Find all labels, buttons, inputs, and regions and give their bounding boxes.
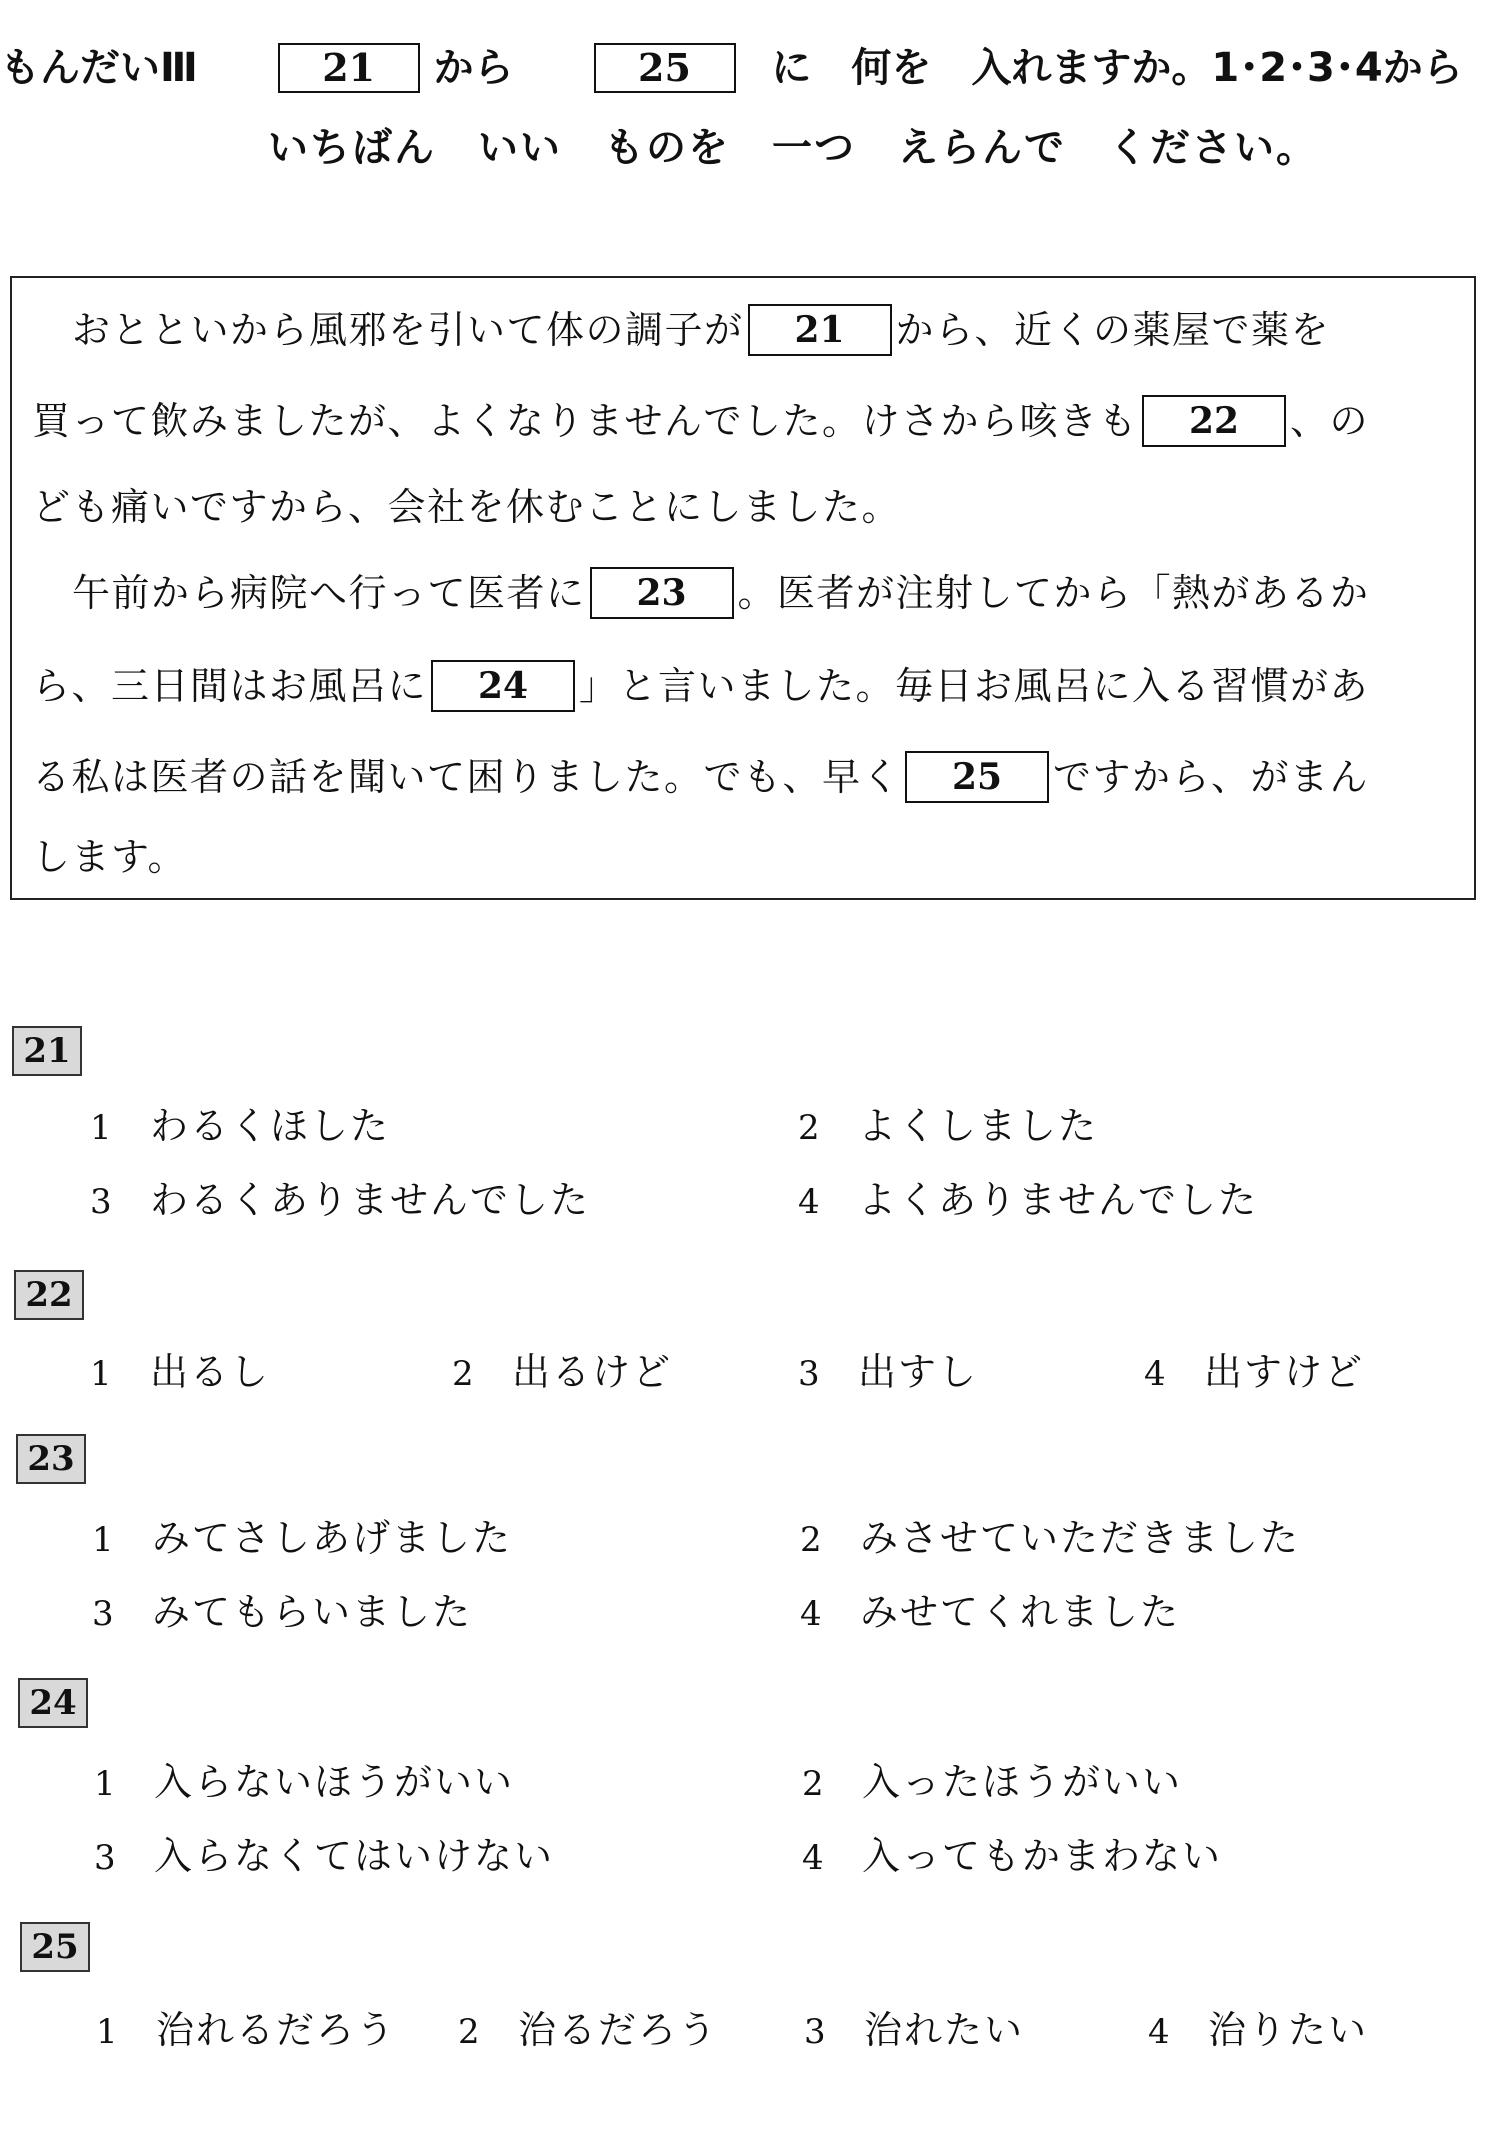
option-number: 2 — [798, 1108, 820, 1148]
option-number: 2 — [452, 1354, 474, 1394]
option-number: 4 — [1144, 1354, 1166, 1394]
section-label: もんだいⅢ — [0, 45, 198, 91]
option-text: 出るし — [150, 1350, 271, 1394]
instruction-text: に 何を 入れますか。1･2･3･4から — [771, 45, 1463, 91]
blank-24: 24 — [431, 660, 575, 712]
passage-line — [72, 297, 1330, 359]
option-21-3[interactable] — [90, 1174, 590, 1228]
option-22-2[interactable] — [452, 1346, 672, 1400]
blank-22: 22 — [1142, 395, 1286, 447]
passage-text: る私は医者の話を聞いて困りました。でも、早く — [32, 754, 902, 799]
option-24-3[interactable] — [94, 1830, 554, 1884]
passage-line — [32, 474, 901, 536]
option-25-2[interactable] — [458, 2004, 718, 2058]
option-text: みてもらいました — [152, 1590, 473, 1634]
option-text: 治れるだろう — [156, 2008, 397, 2052]
instruction-from: から — [433, 45, 514, 91]
question-number-22: 22 — [14, 1270, 84, 1320]
option-text: 入ってもかまわない — [862, 1834, 1223, 1878]
option-number: 4 — [800, 1594, 822, 1634]
option-25-3[interactable] — [804, 2004, 1024, 2058]
option-21-4[interactable] — [798, 1174, 1258, 1228]
passage-line — [32, 824, 187, 886]
passage-text: 、の — [1290, 398, 1370, 443]
passage-text: から、近くの薬屋で薬を — [895, 307, 1331, 352]
option-text: 入ったほうがいい — [862, 1760, 1183, 1804]
option-number: 2 — [458, 2012, 480, 2052]
option-22-1[interactable] — [90, 1346, 270, 1400]
option-number: 1 — [90, 1354, 112, 1394]
option-21-2[interactable] — [798, 1100, 1098, 1154]
question-number-21: 21 — [12, 1026, 82, 1076]
instruction-line-2: いちばん いい ものを 一つ えらんで ください。 — [268, 125, 1318, 171]
reading-passage — [10, 276, 1476, 900]
question-number-25: 25 — [20, 1922, 90, 1972]
option-25-1[interactable] — [96, 2004, 396, 2058]
passage-line — [72, 560, 1370, 622]
option-number: 1 — [90, 1108, 112, 1148]
blank-25: 25 — [905, 751, 1049, 803]
question-number-23: 23 — [16, 1434, 86, 1484]
instruction-box-start: 21 — [278, 43, 420, 93]
option-number: 1 — [94, 1764, 116, 1804]
option-number: 3 — [804, 2012, 826, 2052]
option-number: 4 — [798, 1182, 820, 1222]
passage-line — [32, 744, 1369, 806]
option-number: 3 — [798, 1354, 820, 1394]
option-number: 3 — [92, 1594, 114, 1634]
option-23-2[interactable] — [800, 1512, 1300, 1566]
passage-text: ですから、がまん — [1053, 754, 1370, 799]
option-text: みせてくれました — [860, 1590, 1181, 1634]
instruction-box-end: 25 — [594, 43, 736, 93]
passage-line — [32, 653, 1369, 715]
option-24-4[interactable] — [802, 1830, 1222, 1884]
passage-text: 」と言いました。毎日お風呂に入る習慣があ — [579, 663, 1370, 708]
option-22-3[interactable] — [798, 1346, 978, 1400]
passage-text: おとといから風邪を引いて体の調子が — [72, 307, 744, 352]
option-24-1[interactable] — [94, 1756, 514, 1810]
option-text: 出るけど — [512, 1350, 673, 1394]
option-text: 出すし — [858, 1350, 979, 1394]
blank-21: 21 — [748, 304, 892, 356]
passage-line — [32, 388, 1369, 450]
option-number: 1 — [92, 1520, 114, 1560]
option-text: よくありませんでした — [858, 1178, 1259, 1222]
option-number: 2 — [802, 1764, 824, 1804]
passage-text: ら、三日間はお風呂に — [32, 663, 428, 708]
option-text: よくしました — [858, 1104, 1099, 1148]
option-22-4[interactable] — [1144, 1346, 1364, 1400]
option-text: 入らないほうがいい — [154, 1760, 515, 1804]
passage-text: 午前から病院へ行って医者に — [72, 570, 586, 615]
passage-text: ども痛いですから、会社を休むことにしました。 — [32, 484, 902, 529]
option-text: 入らなくてはいけない — [154, 1834, 555, 1878]
passage-text: 。医者が注射してから「熱があるか — [737, 570, 1370, 615]
option-text: 出すけど — [1204, 1350, 1365, 1394]
option-number: 3 — [90, 1182, 112, 1222]
option-23-1[interactable] — [92, 1512, 512, 1566]
option-text: 治れたい — [864, 2008, 1025, 2052]
option-number: 1 — [96, 2012, 118, 2052]
option-text: みてさしあげました — [152, 1516, 513, 1560]
option-text: わるくほした — [150, 1104, 391, 1148]
option-text: わるくありませんでした — [150, 1178, 591, 1222]
option-text: 治りたい — [1208, 2008, 1369, 2052]
option-24-2[interactable] — [802, 1756, 1182, 1810]
option-number: 2 — [800, 1520, 822, 1560]
question-number-24: 24 — [18, 1678, 88, 1728]
passage-text: 買って飲みましたが、よくなりませんでした。けさから咳きも — [32, 398, 1139, 443]
option-number: 3 — [94, 1838, 116, 1878]
option-number: 4 — [802, 1838, 824, 1878]
option-23-3[interactable] — [92, 1586, 472, 1640]
option-23-4[interactable] — [800, 1586, 1180, 1640]
option-25-4[interactable] — [1148, 2004, 1368, 2058]
passage-text: します。 — [32, 834, 187, 879]
instruction-line-1 — [0, 38, 1463, 96]
blank-23: 23 — [590, 567, 734, 619]
option-21-1[interactable] — [90, 1100, 390, 1154]
option-number: 4 — [1148, 2012, 1170, 2052]
option-text: みさせていただきました — [860, 1516, 1301, 1560]
option-text: 治るだろう — [518, 2008, 719, 2052]
